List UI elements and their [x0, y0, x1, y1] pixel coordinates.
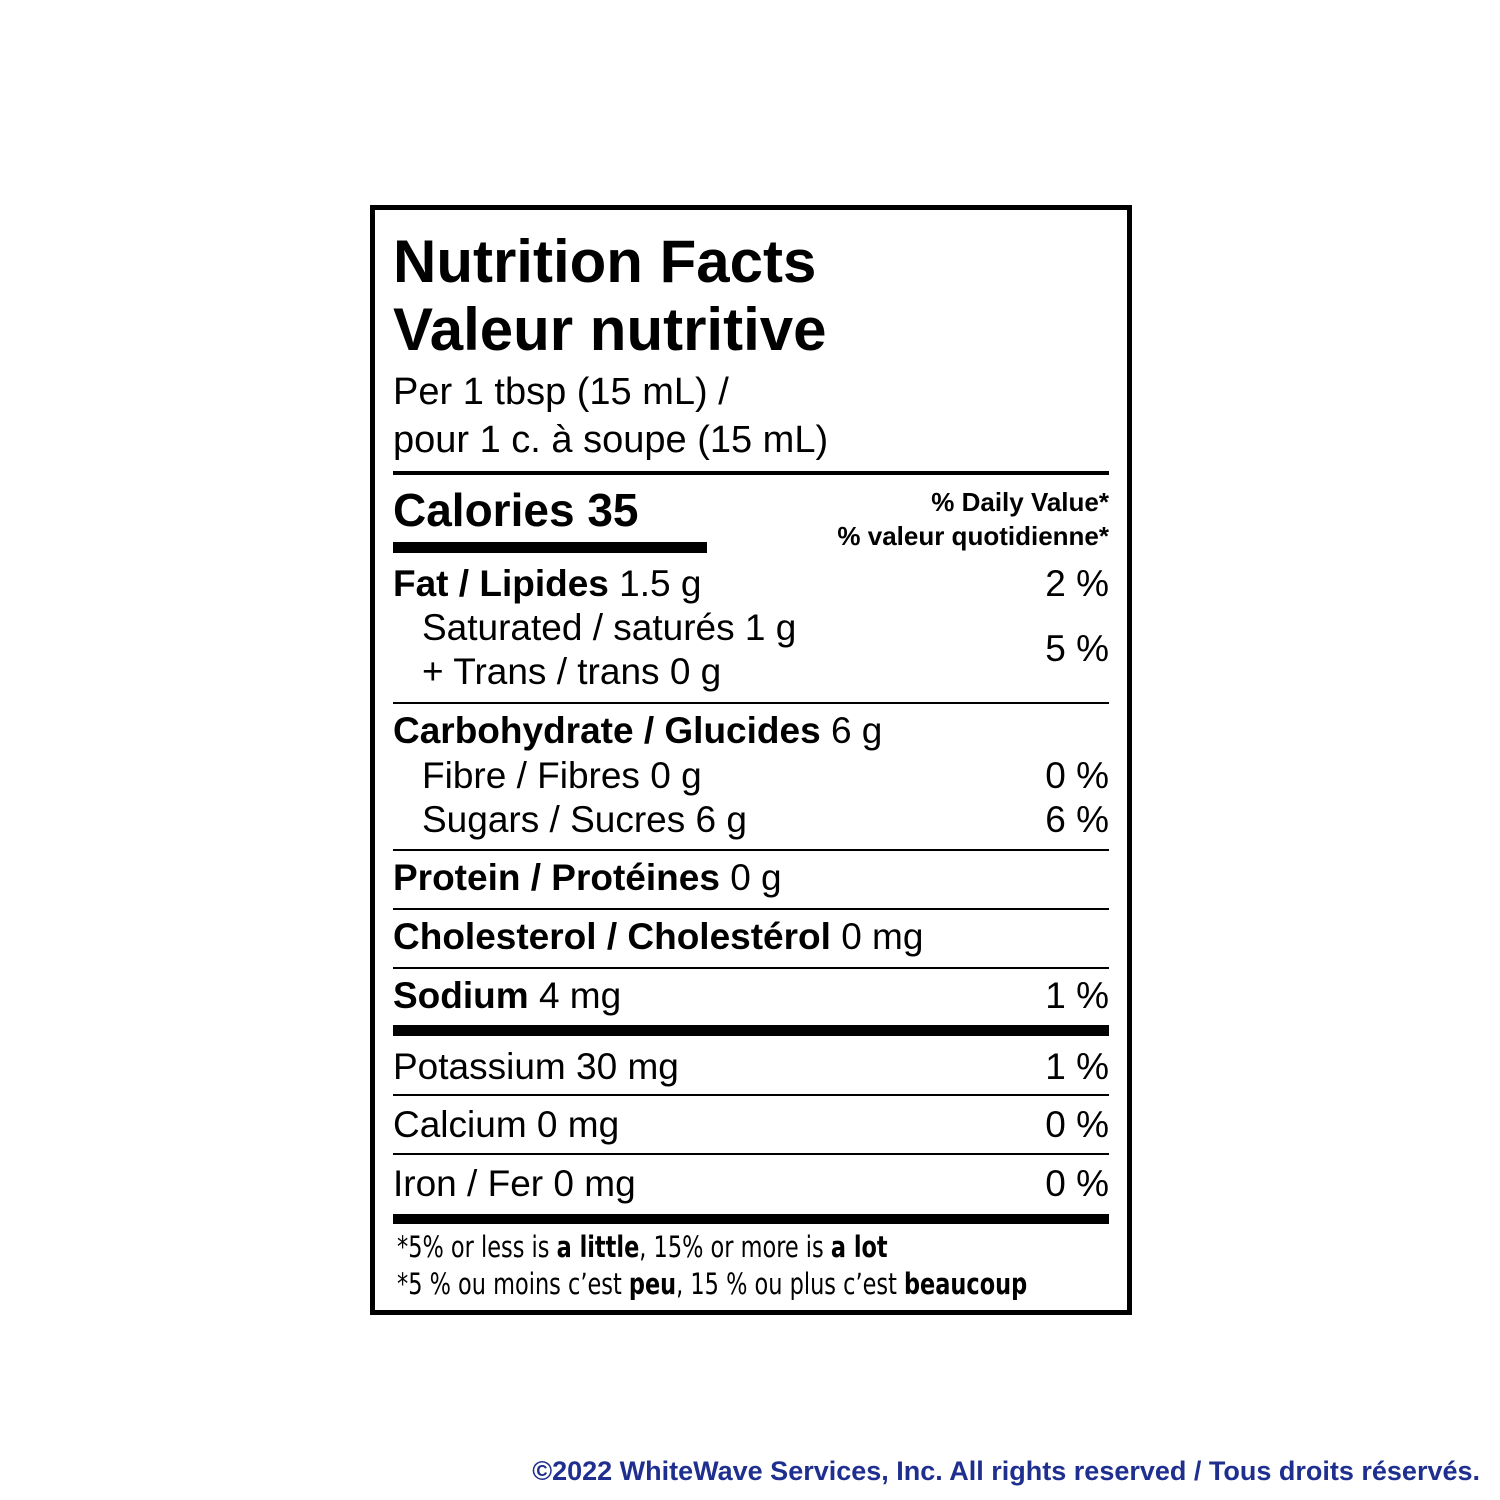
daily-value-header	[837, 485, 1109, 553]
thick-divider	[393, 1025, 1109, 1036]
footnote-fr-c: , 15 % ou plus c’est	[676, 1267, 897, 1301]
fat-amount: 1.5 g	[619, 563, 702, 604]
daily-value-fr: % valeur quotidienne*	[837, 521, 1109, 551]
fibre-label: Fibre / Fibres	[422, 755, 640, 796]
iron-label: Iron / Fer	[393, 1163, 544, 1204]
sugars-amount: 6 g	[695, 799, 747, 840]
fibre-amount: 0 g	[650, 755, 702, 796]
potassium-label: Potassium	[393, 1046, 566, 1087]
copyright-notice: ©2022 WhiteWave Services, Inc. All rights reserved / Tous droits réservés.	[532, 1456, 1480, 1486]
footnote-en-c: , 15% or more is	[639, 1230, 824, 1264]
protein-amount: 0 g	[730, 857, 782, 898]
divider	[393, 908, 1109, 910]
footnote-en-b: a little	[556, 1230, 640, 1264]
sodium-percent: 1 %	[1045, 975, 1109, 1016]
serving-size-fr: pour 1 c. à soupe (15 mL)	[393, 419, 829, 461]
iron-amount: 0 mg	[553, 1163, 636, 1204]
cholesterol-label: Cholesterol / Cholestérol	[393, 916, 831, 957]
saturated-label: Saturated / saturés	[422, 607, 735, 648]
calories-value: 35	[587, 484, 639, 536]
calcium-label: Calcium	[393, 1104, 527, 1145]
sodium-label: Sodium	[393, 975, 529, 1016]
divider	[393, 471, 1109, 475]
calories	[393, 484, 639, 536]
potassium-percent: 1 %	[1045, 1046, 1109, 1087]
divider	[393, 702, 1109, 704]
sat-trans-percent: 5 %	[1045, 628, 1109, 669]
nutrition-facts-panel	[370, 205, 1132, 1315]
fat-percent: 2 %	[1045, 563, 1109, 604]
divider	[393, 1153, 1109, 1155]
sugars-percent: 6 %	[1045, 799, 1109, 840]
calcium-percent: 0 %	[1045, 1104, 1109, 1145]
carbohydrate-label: Carbohydrate / Glucides	[393, 710, 821, 751]
footnote-en-a: *5% or less is	[397, 1230, 550, 1264]
sodium-amount: 4 mg	[538, 975, 622, 1016]
divider	[393, 967, 1109, 969]
trans-amount: 0 g	[669, 651, 722, 692]
carbohydrate-amount: 6 g	[830, 710, 883, 751]
footnote-en-d: a lot	[830, 1230, 888, 1264]
serving-size-en: Per 1 tbsp (15 mL) /	[393, 371, 729, 413]
calories-label: Calories	[393, 484, 575, 536]
calories-thick-rule	[393, 542, 707, 553]
calcium-amount: 0 mg	[536, 1104, 620, 1145]
fat-label: Fat / Lipides	[393, 563, 609, 604]
footnote-fr	[397, 1267, 1028, 1301]
cholesterol-amount: 0 mg	[841, 916, 924, 957]
footnote-fr-b: peu	[628, 1267, 677, 1301]
divider	[393, 849, 1109, 851]
thick-divider	[393, 1214, 1109, 1224]
footnote-en	[397, 1230, 888, 1264]
trans-label: + Trans / trans	[422, 651, 660, 692]
daily-value-en: % Daily Value*	[931, 487, 1109, 517]
iron-percent: 0 %	[1045, 1163, 1109, 1204]
footnote-fr-a: *5 % ou moins c’est	[397, 1267, 622, 1301]
divider	[393, 1094, 1109, 1096]
sugars-label: Sugars / Sucres	[422, 799, 686, 840]
potassium-amount: 30 mg	[576, 1046, 679, 1087]
protein-label: Protein / Protéines	[393, 857, 720, 898]
fibre-percent: 0 %	[1045, 755, 1109, 796]
title-en: Nutrition Facts	[393, 228, 817, 295]
saturated-amount: 1 g	[744, 607, 797, 648]
title-fr: Valeur nutritive	[393, 296, 827, 363]
footnote-fr-d: beaucoup	[903, 1267, 1028, 1301]
